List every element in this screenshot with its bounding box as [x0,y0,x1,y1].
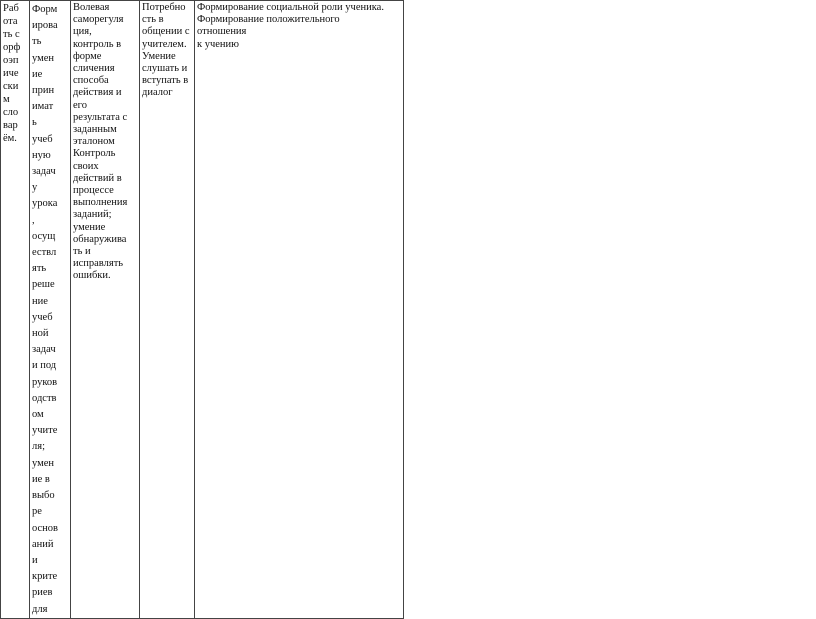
cell-text: Формирование социальной роли ученика. Формирование положительного отношения к учению [197,2,384,50]
cell-text: Волевая саморегуля ция, контроль в форме сличения способа действия и его результата с заданным эталоном Контроль своих действий в процессе выполнения заданий; умение обнаружива ть и исправлять ошибки. [73,2,128,282]
table-row [1,1,404,619]
table-cell-personal-results [195,1,404,619]
cell-text: Раб ота ть с орф оэп иче ски м сло вар ём. [3,3,21,144]
table-cell-activity [1,1,30,619]
table-cell-communication [140,1,195,619]
table-cell-regulatory-skills [30,1,71,619]
table-cell-self-regulation [71,1,140,619]
cell-text: Форм ирова ть умен ие прин имат ь учеб ную задач у урока , осущ ествл ять реше ние учеб ной задач и под руков одств ом учите ля; умен ие в выбо ре основ аний и крите риев для [32,4,58,615]
cell-text: Потребно сть в общении с учителем. Умение слушать и вступать в диалог [142,2,190,99]
lesson-plan-table [0,0,404,619]
